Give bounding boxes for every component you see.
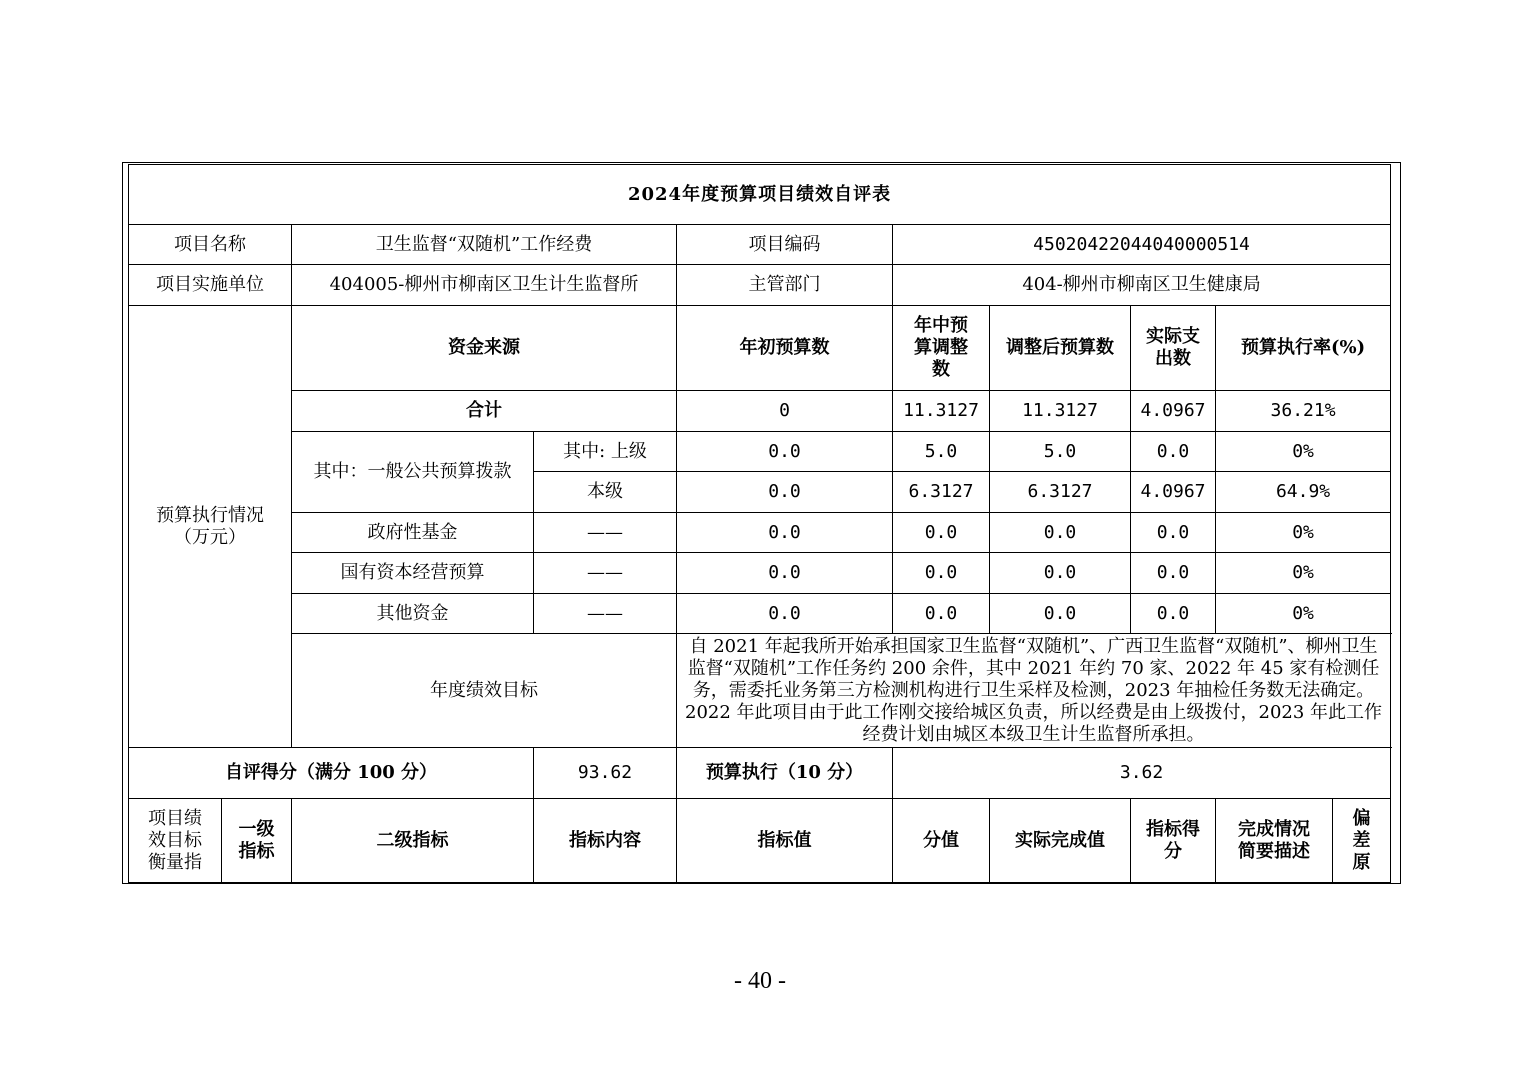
- table-row: [129, 553, 1391, 594]
- state-capital-label: 国有资本经营预算: [292, 553, 534, 594]
- header-initial-budget: 年初预算数: [677, 306, 893, 391]
- header-dev-line2: 差: [1352, 829, 1371, 851]
- local-initial: 0.0: [677, 472, 893, 513]
- budget-exec-label: 预算执行（10 分）: [677, 748, 893, 799]
- total-actual: 4.0967: [1131, 391, 1216, 432]
- header-desc: [1216, 799, 1333, 883]
- project-name-value: 卫生监督“双随机”工作经费: [292, 225, 677, 265]
- header-desc-line1: 完成情况: [1238, 818, 1310, 840]
- total-label: 合计: [292, 391, 677, 432]
- header-exec-rate: 预算执行率(%): [1216, 306, 1391, 391]
- page-number: - 40 -: [734, 968, 786, 994]
- impl-unit-label: 项目实施单位: [129, 265, 292, 306]
- header-content: 指标内容: [534, 799, 677, 883]
- header-score-line1: 指标得: [1146, 818, 1200, 840]
- total-initial: 0: [677, 391, 893, 432]
- table-title: 2024年度预算项目绩效自评表: [129, 165, 1391, 225]
- header-desc-line2: 简要描述: [1238, 840, 1310, 862]
- gov-fund-initial: 0.0: [677, 513, 893, 553]
- header-score: [1131, 799, 1216, 883]
- header-measure-line1: 项目绩: [148, 807, 202, 829]
- gov-fund-actual: 0.0: [1131, 513, 1216, 553]
- self-score-label: 自评得分（满分 100 分）: [129, 748, 534, 799]
- local-adjusted: 6.3127: [990, 472, 1131, 513]
- header-measure-line3: 衡量指: [148, 851, 202, 873]
- local-actual: 4.0967: [1131, 472, 1216, 513]
- header-level2: 二级指标: [292, 799, 534, 883]
- header-actual-value: 实际完成值: [990, 799, 1131, 883]
- header-measure: [129, 799, 222, 883]
- state-capital-rate: 0%: [1216, 553, 1391, 594]
- dept-value: 404-柳州市柳南区卫生健康局: [893, 265, 1391, 306]
- general-budget-label: 其中：一般公共预算拨款: [292, 432, 534, 513]
- header-points: 分值: [893, 799, 990, 883]
- annual-goal-label: 年度绩效目标: [292, 634, 677, 748]
- other-fund-dash: ——: [534, 594, 677, 634]
- header-dev-line3: 原: [1352, 851, 1371, 873]
- dept-label: 主管部门: [677, 265, 893, 306]
- other-fund-actual: 0.0: [1131, 594, 1216, 634]
- table-row: [129, 432, 1391, 472]
- state-capital-actual: 0.0: [1131, 553, 1216, 594]
- state-capital-initial: 0.0: [677, 553, 893, 594]
- upper-adjusted: 5.0: [990, 432, 1131, 472]
- project-name-label: 项目名称: [129, 225, 292, 265]
- upper-initial: 0.0: [677, 432, 893, 472]
- total-adjusted: 11.3127: [990, 391, 1131, 432]
- other-fund-label: 其他资金: [292, 594, 534, 634]
- gov-fund-rate: 0%: [1216, 513, 1391, 553]
- gov-fund-dash: ——: [534, 513, 677, 553]
- header-mid-adjust-line2: 算调整: [914, 337, 968, 358]
- upper-rate: 0%: [1216, 432, 1391, 472]
- header-fund-source: 资金来源: [292, 306, 677, 391]
- state-capital-dash: ——: [534, 553, 677, 594]
- header-measure-line2: 效目标: [148, 829, 202, 851]
- header-actual-spend: [1131, 306, 1216, 391]
- header-deviation: [1333, 799, 1391, 883]
- table-row: [129, 513, 1391, 553]
- header-mid-adjust-line1: 年中预: [914, 315, 968, 336]
- upper-actual: 0.0: [1131, 432, 1216, 472]
- budget-exec-score: 3.62: [893, 748, 1391, 799]
- header-mid-adjust: [893, 306, 990, 391]
- annual-goal-text: 自 2021 年起我所开始承担国家卫生监督“双随机”、广西卫生监督“双随机”、柳州卫生监督“双随机”工作任务约 200 余件，其中 2021 年约 70 家、2022 年 45 家有检测任务，需委托业务第三方检测机构进行卫生采样及检测，2023 年抽检任务数无法确定。2022 年此项目由于此工作刚交接给城区负责，所以经费是由上级拨付，2023 年此工作经费计划由城区本级卫生计生监督所承担。: [677, 634, 1391, 748]
- table-row: [129, 391, 1391, 432]
- upper-label: 其中: 上级: [534, 432, 677, 472]
- gov-fund-adjusted: 0.0: [990, 513, 1131, 553]
- other-fund-initial: 0.0: [677, 594, 893, 634]
- local-rate: 64.9%: [1216, 472, 1391, 513]
- table-row: [129, 594, 1391, 634]
- other-fund-rate: 0%: [1216, 594, 1391, 634]
- header-mid-adjust-line3: 数: [932, 359, 950, 380]
- local-label: 本级: [534, 472, 677, 513]
- budget-section-unit: （万元）: [174, 526, 246, 548]
- header-level1: [222, 799, 292, 883]
- self-score-value: 93.62: [534, 748, 677, 799]
- header-level1-line2: 指标: [238, 840, 275, 862]
- project-code-label: 项目编码: [677, 225, 893, 265]
- self-evaluation-table: [128, 164, 1391, 883]
- header-score-line2: 分: [1164, 840, 1182, 862]
- other-fund-adjust: 0.0: [893, 594, 990, 634]
- state-capital-adjusted: 0.0: [990, 553, 1131, 594]
- impl-unit-value: 404005-柳州市柳南区卫生计生监督所: [292, 265, 677, 306]
- header-actual-line1: 实际支: [1146, 326, 1200, 347]
- budget-section-title: 预算执行情况: [156, 504, 264, 526]
- budget-section-label: [129, 306, 292, 748]
- project-code-value: 45020422044040000514: [893, 225, 1391, 265]
- total-adjust: 11.3127: [893, 391, 990, 432]
- header-adjusted-budget: 调整后预算数: [990, 306, 1131, 391]
- total-rate: 36.21%: [1216, 391, 1391, 432]
- gov-fund-adjust: 0.0: [893, 513, 990, 553]
- gov-fund-label: 政府性基金: [292, 513, 534, 553]
- header-actual-line2: 出数: [1155, 348, 1191, 369]
- upper-adjust: 5.0: [893, 432, 990, 472]
- header-dev-line1: 偏: [1352, 807, 1371, 829]
- state-capital-adjust: 0.0: [893, 553, 990, 594]
- header-value: 指标值: [677, 799, 893, 883]
- header-level1-line1: 一级: [238, 818, 275, 840]
- other-fund-adjusted: 0.0: [990, 594, 1131, 634]
- local-adjust: 6.3127: [893, 472, 990, 513]
